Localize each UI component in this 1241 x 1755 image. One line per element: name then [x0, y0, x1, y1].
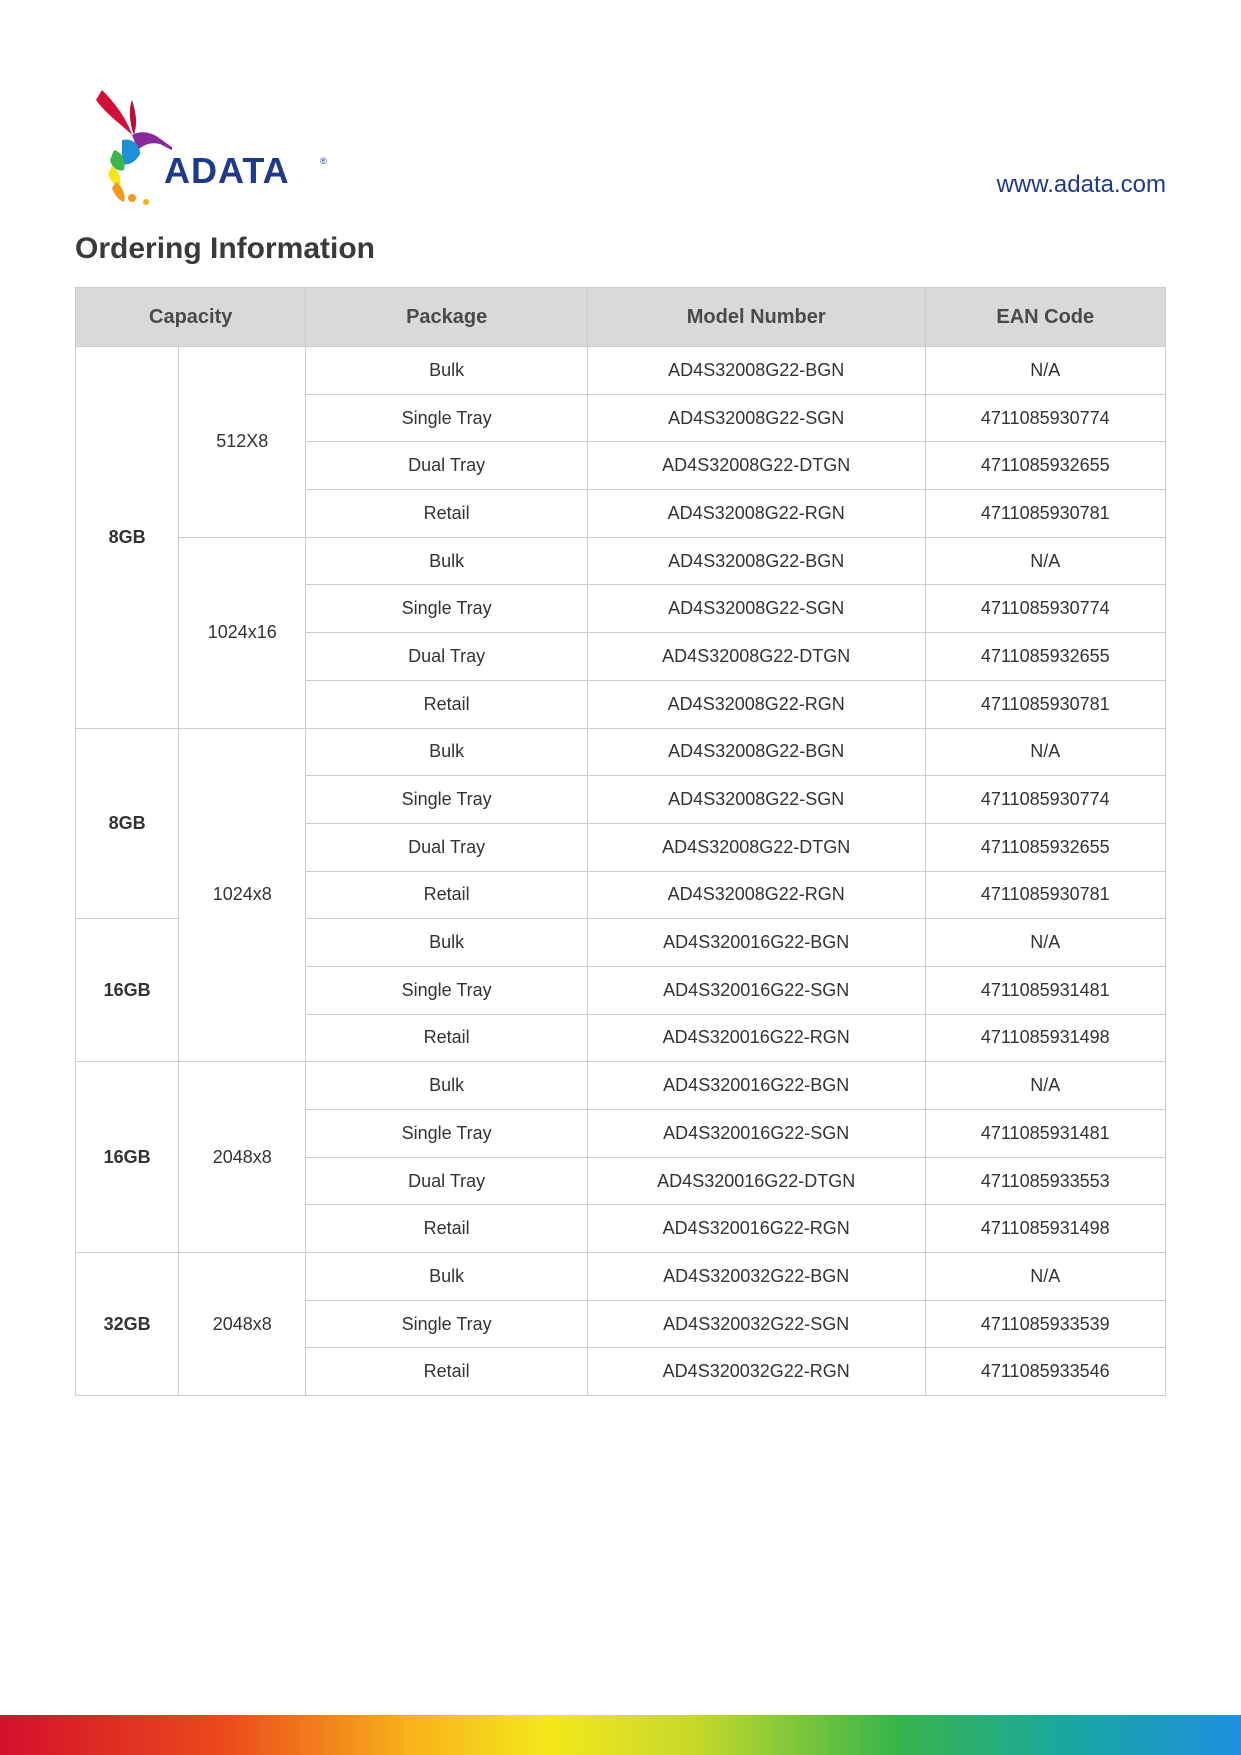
- table-row: [76, 728, 1166, 776]
- package-cell: Single Tray: [306, 776, 588, 824]
- ean-cell: N/A: [925, 537, 1165, 585]
- website-link[interactable]: www.adata.com: [996, 171, 1166, 198]
- registered-mark: ®: [320, 156, 327, 166]
- package-cell: Single Tray: [306, 1300, 588, 1348]
- package-cell: Bulk: [306, 1062, 588, 1110]
- package-header: Package: [306, 288, 588, 347]
- ean-cell: 4711085932655: [925, 823, 1165, 871]
- package-cell: Retail: [306, 1205, 588, 1253]
- ean-cell: N/A: [925, 1062, 1165, 1110]
- model-cell: AD4S320032G22-SGN: [587, 1300, 925, 1348]
- adata-logo: [92, 80, 332, 210]
- ean-code-header: EAN Code: [925, 288, 1165, 347]
- config-cell: 2048x8: [179, 1062, 306, 1253]
- ordering-table: [75, 287, 1166, 1396]
- capacity-cell: 8GB: [76, 728, 179, 919]
- model-cell: AD4S32008G22-SGN: [587, 394, 925, 442]
- ean-cell: 4711085931498: [925, 1014, 1165, 1062]
- model-cell: AD4S320016G22-SGN: [587, 966, 925, 1014]
- model-cell: AD4S320016G22-DTGN: [587, 1157, 925, 1205]
- model-number-header: Model Number: [587, 288, 925, 347]
- model-cell: AD4S320032G22-RGN: [587, 1348, 925, 1396]
- ean-cell: N/A: [925, 347, 1165, 395]
- package-cell: Single Tray: [306, 1110, 588, 1158]
- ean-cell: 4711085930774: [925, 394, 1165, 442]
- package-cell: Dual Tray: [306, 823, 588, 871]
- capacity-cell: 16GB: [76, 1062, 179, 1253]
- package-cell: Retail: [306, 490, 588, 538]
- capacity-cell: 8GB: [76, 347, 179, 729]
- ean-cell: 4711085931498: [925, 1205, 1165, 1253]
- config-cell: 1024x16: [179, 537, 306, 728]
- model-cell: AD4S32008G22-SGN: [587, 585, 925, 633]
- model-cell: AD4S320016G22-BGN: [587, 919, 925, 967]
- package-cell: Bulk: [306, 1253, 588, 1301]
- package-cell: Bulk: [306, 347, 588, 395]
- ean-cell: 4711085932655: [925, 633, 1165, 681]
- model-cell: AD4S320016G22-RGN: [587, 1205, 925, 1253]
- table-row: [76, 347, 1166, 395]
- table-row: [76, 1062, 1166, 1110]
- package-cell: Retail: [306, 680, 588, 728]
- model-cell: AD4S320016G22-BGN: [587, 1062, 925, 1110]
- logo-wordmark: ADATA: [164, 150, 290, 191]
- model-cell: AD4S32008G22-SGN: [587, 776, 925, 824]
- model-cell: AD4S32008G22-RGN: [587, 490, 925, 538]
- ean-cell: 4711085930774: [925, 585, 1165, 633]
- config-cell: 512X8: [179, 347, 306, 538]
- ean-cell: 4711085933546: [925, 1348, 1165, 1396]
- model-cell: AD4S32008G22-DTGN: [587, 442, 925, 490]
- ean-cell: 4711085932655: [925, 442, 1165, 490]
- ean-cell: 4711085931481: [925, 1110, 1165, 1158]
- table-row: [76, 1253, 1166, 1301]
- ean-cell: 4711085930781: [925, 490, 1165, 538]
- rainbow-footer-bar: [0, 1715, 1241, 1755]
- config-cell: 2048x8: [179, 1253, 306, 1396]
- package-cell: Bulk: [306, 919, 588, 967]
- capacity-cell: 32GB: [76, 1253, 179, 1396]
- model-cell: AD4S32008G22-BGN: [587, 537, 925, 585]
- ean-cell: N/A: [925, 919, 1165, 967]
- model-cell: AD4S32008G22-RGN: [587, 680, 925, 728]
- ean-cell: N/A: [925, 1253, 1165, 1301]
- capacity-header: Capacity: [76, 288, 306, 347]
- model-cell: AD4S32008G22-BGN: [587, 347, 925, 395]
- capacity-cell: 16GB: [76, 919, 179, 1062]
- package-cell: Single Tray: [306, 966, 588, 1014]
- ean-cell: 4711085931481: [925, 966, 1165, 1014]
- hummingbird-icon: [92, 80, 172, 210]
- model-cell: AD4S320016G22-RGN: [587, 1014, 925, 1062]
- config-cell: 1024x8: [179, 728, 306, 1062]
- model-cell: AD4S320016G22-SGN: [587, 1110, 925, 1158]
- package-cell: Dual Tray: [306, 442, 588, 490]
- package-cell: Retail: [306, 1014, 588, 1062]
- table-header-row: [76, 288, 1166, 347]
- model-cell: AD4S32008G22-RGN: [587, 871, 925, 919]
- page-title: Ordering Information: [75, 232, 375, 265]
- package-cell: Dual Tray: [306, 1157, 588, 1205]
- table-row: [76, 537, 1166, 585]
- ean-cell: 4711085930781: [925, 680, 1165, 728]
- package-cell: Single Tray: [306, 394, 588, 442]
- package-cell: Dual Tray: [306, 633, 588, 681]
- package-cell: Single Tray: [306, 585, 588, 633]
- package-cell: Bulk: [306, 728, 588, 776]
- model-cell: AD4S32008G22-DTGN: [587, 633, 925, 681]
- ean-cell: 4711085933539: [925, 1300, 1165, 1348]
- package-cell: Retail: [306, 1348, 588, 1396]
- model-cell: AD4S32008G22-DTGN: [587, 823, 925, 871]
- ean-cell: 4711085933553: [925, 1157, 1165, 1205]
- package-cell: Bulk: [306, 537, 588, 585]
- ean-cell: 4711085930781: [925, 871, 1165, 919]
- model-cell: AD4S320032G22-BGN: [587, 1253, 925, 1301]
- model-cell: AD4S32008G22-BGN: [587, 728, 925, 776]
- ean-cell: N/A: [925, 728, 1165, 776]
- ean-cell: 4711085930774: [925, 776, 1165, 824]
- package-cell: Retail: [306, 871, 588, 919]
